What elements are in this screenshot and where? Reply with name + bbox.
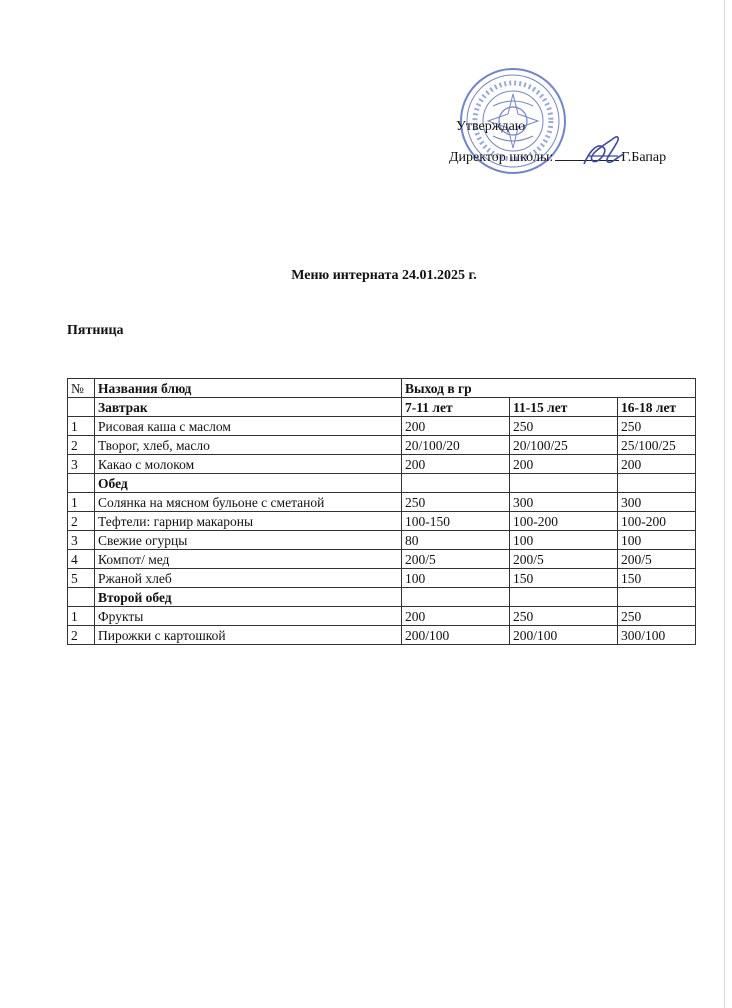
portion-16-18: 250 xyxy=(618,417,696,436)
section-header-row xyxy=(68,474,696,493)
section-title: Завтрак xyxy=(95,398,402,417)
portion-16-18: 300/100 xyxy=(618,626,696,645)
table-row xyxy=(68,493,696,512)
table-header-row xyxy=(68,379,696,398)
portion-16-18: 25/100/25 xyxy=(618,436,696,455)
section-num-cell xyxy=(68,474,95,493)
row-num: 4 xyxy=(68,550,95,569)
portion-16-18: 100-200 xyxy=(618,512,696,531)
page-edge xyxy=(724,0,725,1008)
portion-7-11: 200/5 xyxy=(402,550,510,569)
portion-11-15: 100-200 xyxy=(510,512,618,531)
table-row xyxy=(68,417,696,436)
table-row xyxy=(68,626,696,645)
section-num-cell xyxy=(68,398,95,417)
empty-cell xyxy=(402,588,510,607)
approval-label: Утверждаю xyxy=(456,119,526,134)
portion-11-15: 100 xyxy=(510,531,618,550)
empty-cell xyxy=(618,588,696,607)
dish-name: Солянка на мясном бульоне с сметаной xyxy=(95,493,402,512)
header-num: № xyxy=(68,379,95,398)
director-label: Директор школы: xyxy=(449,150,554,165)
table-row xyxy=(68,550,696,569)
table-row xyxy=(68,512,696,531)
portion-11-15: 250 xyxy=(510,417,618,436)
portion-7-11: 200 xyxy=(402,417,510,436)
portion-11-15: 150 xyxy=(510,569,618,588)
empty-cell xyxy=(402,474,510,493)
age-group-7-11: 7-11 лет xyxy=(402,398,510,417)
portion-11-15: 300 xyxy=(510,493,618,512)
dish-name: Пирожки с картошкой xyxy=(95,626,402,645)
table-row xyxy=(68,455,696,474)
portion-16-18: 200 xyxy=(618,455,696,474)
age-group-16-18: 16-18 лет xyxy=(618,398,696,417)
portion-11-15: 200 xyxy=(510,455,618,474)
row-num: 5 xyxy=(68,569,95,588)
signature-icon xyxy=(578,130,630,178)
portion-7-11: 100 xyxy=(402,569,510,588)
section-header-row xyxy=(68,398,696,417)
row-num: 2 xyxy=(68,512,95,531)
empty-cell xyxy=(510,588,618,607)
table-row xyxy=(68,569,696,588)
header-name: Названия блюд xyxy=(95,379,402,398)
portion-16-18: 250 xyxy=(618,607,696,626)
table-row xyxy=(68,531,696,550)
portion-7-11: 250 xyxy=(402,493,510,512)
age-group-11-15: 11-15 лет xyxy=(510,398,618,417)
row-num: 2 xyxy=(68,436,95,455)
table-row xyxy=(68,607,696,626)
portion-7-11: 200 xyxy=(402,455,510,474)
dish-name: Ржаной хлеб xyxy=(95,569,402,588)
table-row xyxy=(68,436,696,455)
portion-16-18: 300 xyxy=(618,493,696,512)
dish-name: Какао с молоком xyxy=(95,455,402,474)
director-line xyxy=(449,148,666,166)
portion-7-11: 80 xyxy=(402,531,510,550)
dish-name: Фрукты xyxy=(95,607,402,626)
portion-11-15: 200/100 xyxy=(510,626,618,645)
section-header-row xyxy=(68,588,696,607)
row-num: 3 xyxy=(68,531,95,550)
row-num: 1 xyxy=(68,417,95,436)
row-num: 1 xyxy=(68,607,95,626)
portion-7-11: 200 xyxy=(402,607,510,626)
menu-table xyxy=(67,378,696,645)
portion-7-11: 100-150 xyxy=(402,512,510,531)
portion-7-11: 200/100 xyxy=(402,626,510,645)
row-num: 1 xyxy=(68,493,95,512)
dish-name: Рисовая каша с маслом xyxy=(95,417,402,436)
empty-cell xyxy=(618,474,696,493)
section-num-cell xyxy=(68,588,95,607)
header-output: Выход в гр xyxy=(402,379,696,398)
portion-11-15: 200/5 xyxy=(510,550,618,569)
dish-name: Свежие огурцы xyxy=(95,531,402,550)
day-of-week: Пятница xyxy=(67,323,124,338)
section-title: Обед xyxy=(95,474,402,493)
portion-11-15: 20/100/25 xyxy=(510,436,618,455)
portion-16-18: 150 xyxy=(618,569,696,588)
row-num: 3 xyxy=(68,455,95,474)
empty-cell xyxy=(510,474,618,493)
portion-16-18: 100 xyxy=(618,531,696,550)
dish-name: Тефтели: гарнир макароны xyxy=(95,512,402,531)
portion-16-18: 200/5 xyxy=(618,550,696,569)
page-title: Меню интерната 24.01.2025 г. xyxy=(291,268,477,283)
row-num: 2 xyxy=(68,626,95,645)
portion-11-15: 250 xyxy=(510,607,618,626)
dish-name: Творог, хлеб, масло xyxy=(95,436,402,455)
portion-7-11: 20/100/20 xyxy=(402,436,510,455)
dish-name: Компот/ мед xyxy=(95,550,402,569)
director-name: Г.Бапар xyxy=(621,150,667,165)
section-title: Второй обед xyxy=(95,588,402,607)
